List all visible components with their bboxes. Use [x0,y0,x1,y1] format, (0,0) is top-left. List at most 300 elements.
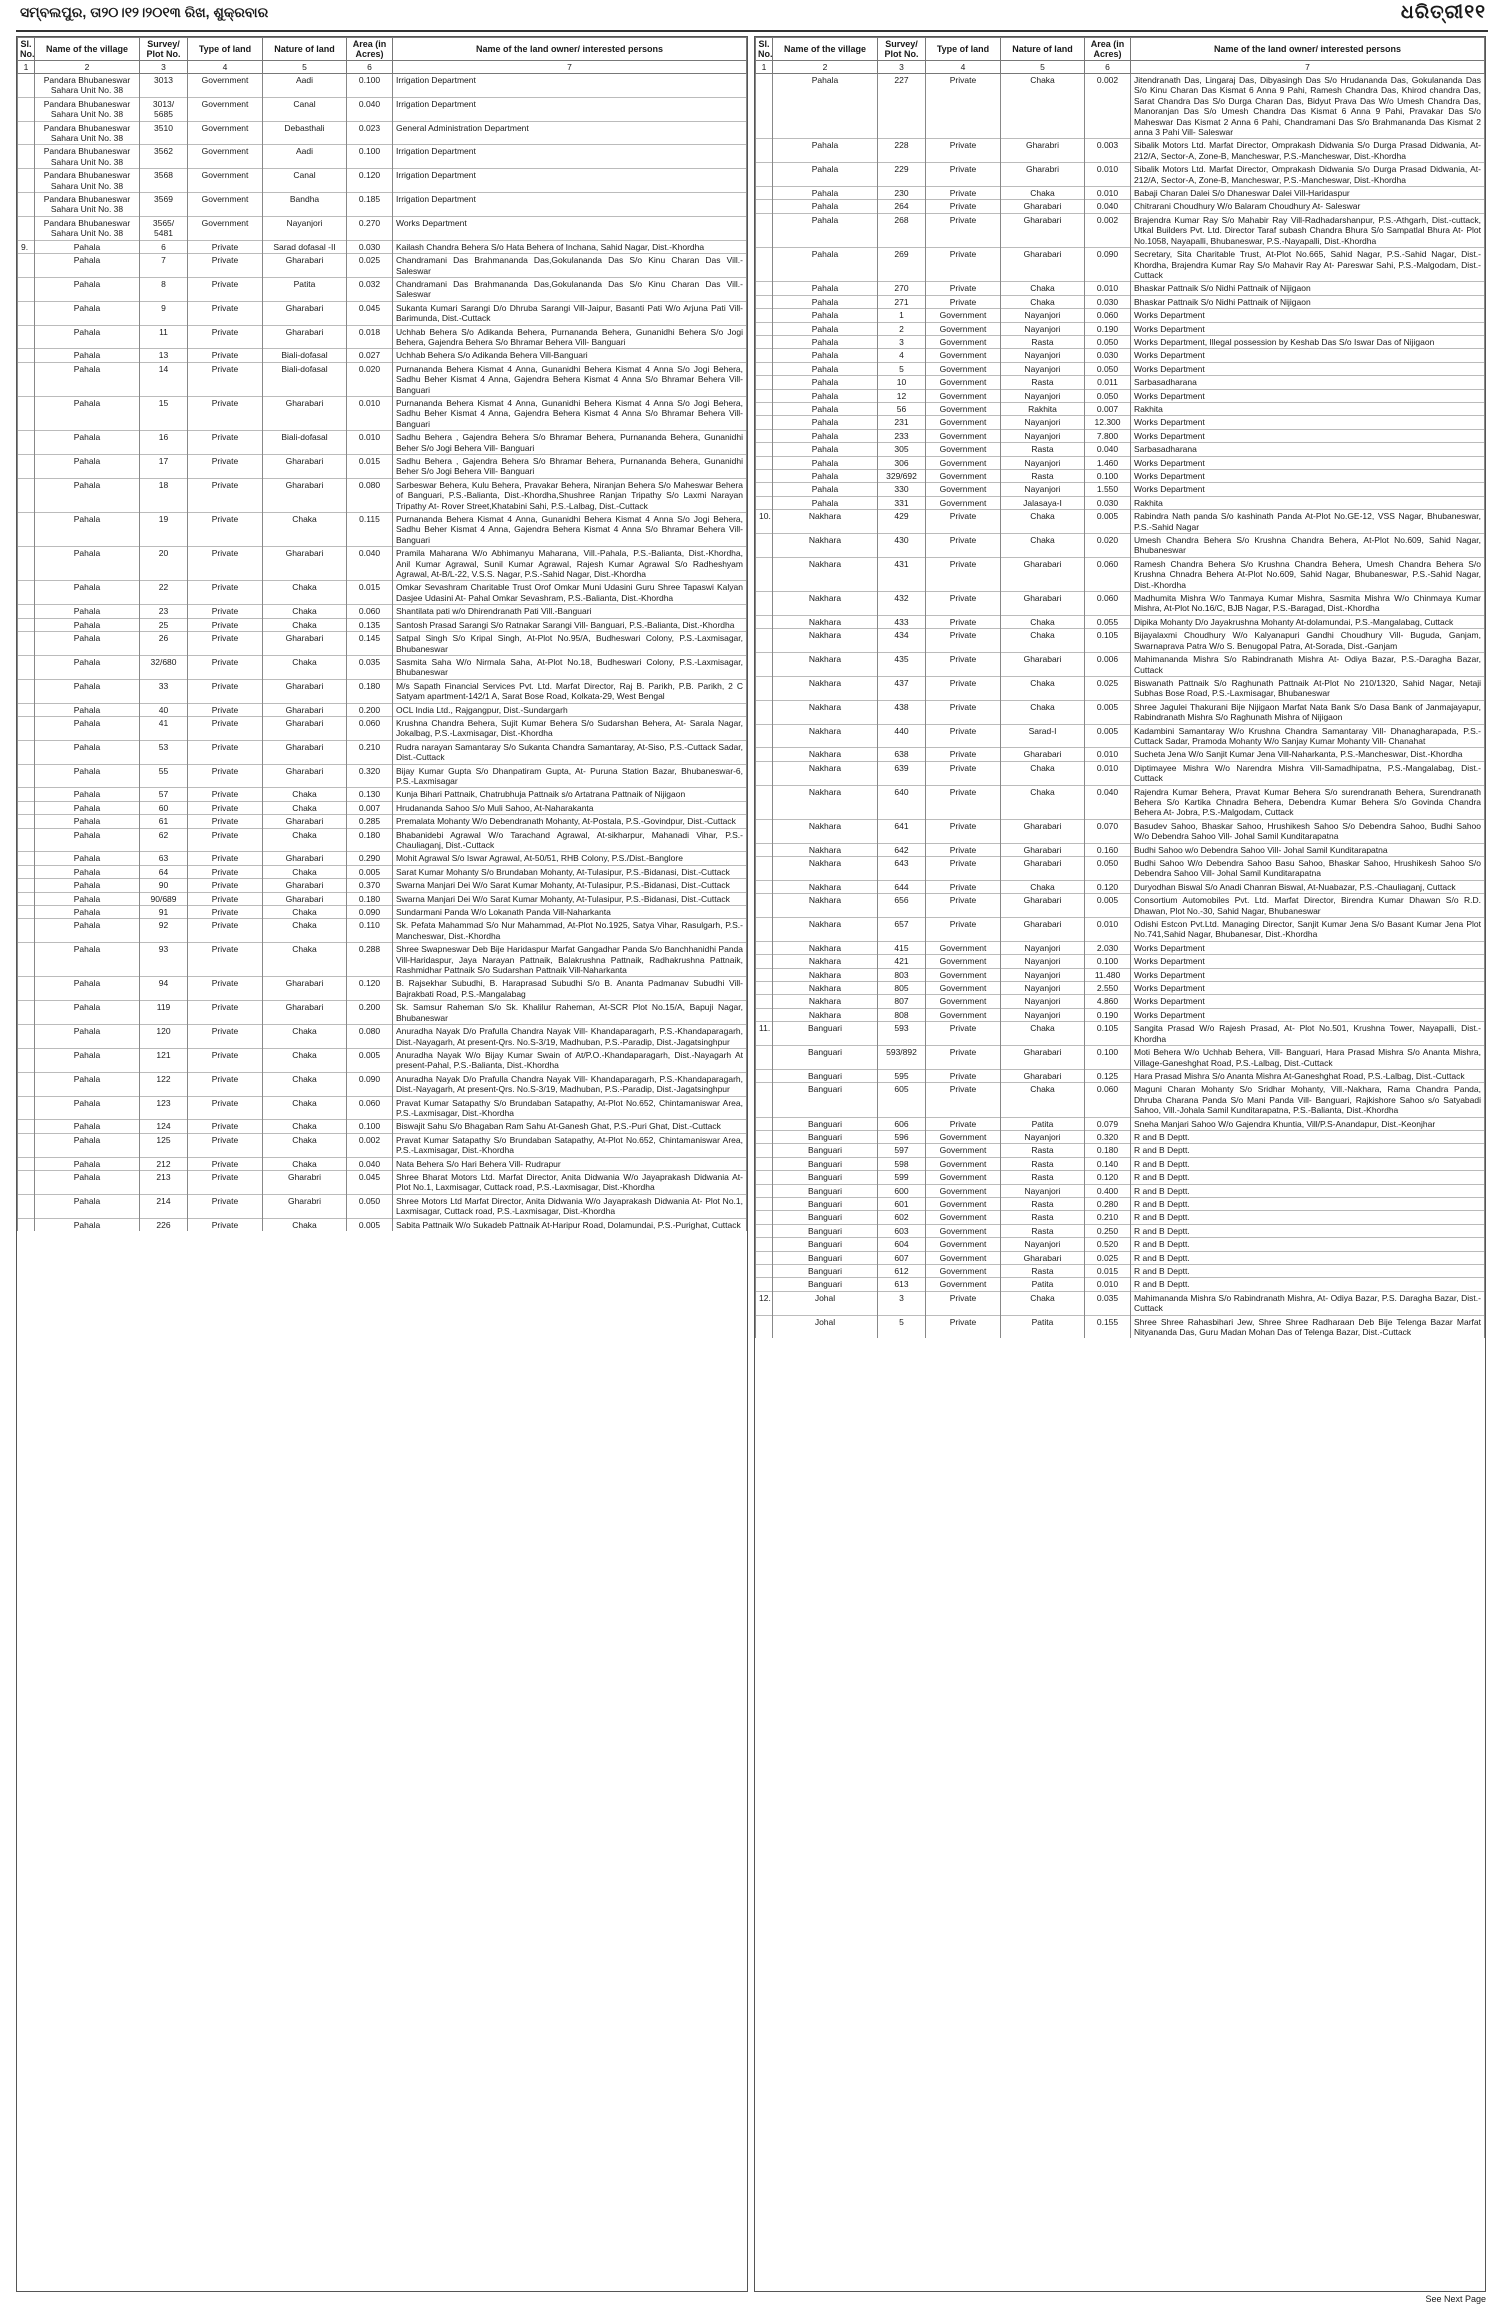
table-row [18,121,747,145]
cell-sl-no [18,703,35,716]
cell-land-nature: Patita [263,277,347,301]
cell-sl-no: 10. [756,510,773,534]
cell-village: Pahala [773,74,878,139]
cell-owner: Sk. Samsur Raheman S/o Sk. Khalilur Raheman, At-SCR Plot No.15/A, Bapuji Nagar, Bhubaneswar [393,1001,747,1025]
cell-land-type: Private [188,240,263,253]
cell-sl-no [18,879,35,892]
cell-sl-no [756,470,773,483]
cell-land-nature: Gharabari [263,478,347,512]
cell-plot-no: 438 [878,700,926,724]
table-row [756,819,1485,843]
cell-area: 0.180 [347,892,393,905]
cell-area: 0.200 [347,703,393,716]
cell-plot-no: 3569 [140,193,188,217]
cell-village: Pandara Bhubaneswar Sahara Unit No. 38 [35,193,140,217]
cell-owner: Biswanath Pattnaik S/o Raghunath Pattnaik At-Plot No 210/1320, Sahid Nagar, Netaji Subhas Bose Road, P.S.-Laxmisagar, Bhubaneswar [1131,676,1485,700]
table-row [756,918,1485,942]
cell-land-nature: Chaka [1001,295,1085,308]
cell-land-nature: Chaka [1001,1083,1085,1117]
cell-owner: R and B Deptt. [1131,1251,1485,1264]
cell-land-nature: Rasta [1001,1144,1085,1157]
col-number: 4 [188,61,263,74]
col-number: 2 [773,61,878,74]
cell-land-nature: Rasta [1001,1224,1085,1237]
cell-sl-no [756,941,773,954]
cell-area: 1.550 [1085,483,1131,496]
cell-sl-no [756,785,773,819]
cell-owner: R and B Deptt. [1131,1278,1485,1291]
cell-village: Pahala [35,892,140,905]
cell-land-type: Private [926,700,1001,724]
cell-village: Pahala [773,335,878,348]
table-row [756,615,1485,628]
cell-village: Banguari [773,1224,878,1237]
cell-plot-no: 125 [140,1133,188,1157]
cell-village: Pahala [35,1157,140,1170]
cell-village: Pahala [35,740,140,764]
cell-area: 0.020 [1085,534,1131,558]
cell-village: Nakhara [773,748,878,761]
cell-area: 0.288 [347,943,393,977]
cell-village: Pahala [773,187,878,200]
table-row [756,761,1485,785]
cell-land-nature: Gharabri [1001,139,1085,163]
cell-land-nature: Gharabari [1001,857,1085,881]
cell-owner: Bhabanidebi Agrawal W/o Tarachand Agrawal, At-sikharpur, Mahanadi Vihar, P.S.-Chauliaganj, Dist.-Cuttack [393,828,747,852]
right-land-table-column [754,36,1486,2292]
cell-area: 0.025 [1085,676,1131,700]
cell-land-type: Private [926,676,1001,700]
cell-plot-no: 434 [878,629,926,653]
table-row [18,1157,747,1170]
cell-land-nature: Chaka [1001,534,1085,558]
cell-land-type: Private [188,301,263,325]
cell-plot-no: 119 [140,1001,188,1025]
cell-village: Pahala [773,349,878,362]
cell-sl-no [18,977,35,1001]
cell-land-nature: Sarad dofasal -II [263,240,347,253]
cell-village: Pahala [773,416,878,429]
cell-land-type: Private [188,362,263,396]
table-row [756,724,1485,748]
table-row [756,557,1485,591]
cell-village: Nakhara [773,894,878,918]
table-row [18,1170,747,1194]
cell-sl-no [18,605,35,618]
cell-land-type: Private [188,977,263,1001]
cell-sl-no [756,349,773,362]
cell-area: 0.040 [347,547,393,581]
cell-sl-no [18,121,35,145]
cell-plot-no: 3 [878,335,926,348]
cell-sl-no [756,295,773,308]
cell-sl-no [756,653,773,677]
table-row [756,748,1485,761]
cell-village: Pahala [35,919,140,943]
cell-land-nature: Gharabari [1001,894,1085,918]
table-row [756,700,1485,724]
cell-plot-no: 123 [140,1096,188,1120]
cell-village: Pahala [35,431,140,455]
cell-village: Banguari [773,1238,878,1251]
cell-village: Pahala [35,478,140,512]
cell-owner: Purnananda Behera Kismat 4 Anna, Gunanidhi Behera Kismat 4 Anna S/o Jogi Behera, Sadhu Beher Kismat 4 Anna, Gajendra Behera Kismat 4 Anna S/o Bhramar Behera Vill- Banguari [393,362,747,396]
cell-land-nature: Chaka [1001,700,1085,724]
cell-owner: Pravat Kumar Satapathy S/o Brundaban Satapathy, At-Plot No.652, Chintamaniswar Area, P.S.-Laxmisagar, Dist.-Khordha [393,1096,747,1120]
cell-plot-no: 3565/ 5481 [140,216,188,240]
cell-sl-no [18,679,35,703]
cell-plot-no: 90/689 [140,892,188,905]
cell-sl-no [756,1224,773,1237]
cell-village: Pahala [35,801,140,814]
cell-land-nature: Rakhita [1001,402,1085,415]
cell-plot-no: 41 [140,716,188,740]
cell-plot-no: 53 [140,740,188,764]
cell-plot-no: 121 [140,1048,188,1072]
cell-land-type: Private [188,632,263,656]
cell-sl-no [756,335,773,348]
cell-village: Banguari [773,1211,878,1224]
cell-sl-no [18,547,35,581]
cell-sl-no [18,618,35,631]
table-row [18,679,747,703]
cell-village: Nakhara [773,955,878,968]
cell-land-type: Private [926,592,1001,616]
cell-land-nature: Sarad-I [1001,724,1085,748]
cell-owner: Premalata Mohanty W/o Debendranath Mohanty, At-Postala, P.S.-Govindpur, Dist.-Cuttack [393,815,747,828]
cell-village: Nakhara [773,534,878,558]
cell-area: 0.003 [1085,139,1131,163]
cell-plot-no: 595 [878,1069,926,1082]
cell-area: 0.005 [1085,700,1131,724]
table-row [756,1130,1485,1143]
cell-land-type: Private [926,248,1001,282]
cell-land-nature: Chaka [1001,676,1085,700]
cell-land-type: Government [926,1157,1001,1170]
cell-plot-no: 63 [140,852,188,865]
cell-village: Pahala [773,402,878,415]
cell-land-type: Government [926,443,1001,456]
cell-land-type: Government [188,145,263,169]
cell-area: 4.860 [1085,995,1131,1008]
cell-village: Nakhara [773,982,878,995]
cell-village: Nakhara [773,857,878,881]
cell-village: Banguari [773,1046,878,1070]
cell-land-nature: Chaka [263,1218,347,1231]
cell-land-type: Private [188,547,263,581]
cell-owner: Works Department [1131,322,1485,335]
cell-area: 0.015 [1085,1265,1131,1278]
cell-plot-no: 26 [140,632,188,656]
cell-land-type: Government [926,1008,1001,1021]
cell-owner: R and B Deptt. [1131,1224,1485,1237]
cell-sl-no [18,97,35,121]
table-row [18,852,747,865]
cell-land-nature: Nayanjori [1001,1130,1085,1143]
table-row [18,254,747,278]
cell-land-nature: Nayanjori [1001,1008,1085,1021]
cell-land-nature: Rasta [1001,1197,1085,1210]
cell-village: Pahala [773,376,878,389]
cell-area: 0.280 [1085,1197,1131,1210]
cell-land-nature: Canal [263,97,347,121]
cell-owner: Uchhab Behera S/o Adikanda Behera Vill-Banguari [393,349,747,362]
right-table-body [756,74,1485,1339]
page-header-date: ସମ୍ବଲପୁର, ତା୨୦।୧୨।୨୦୧୩ ରିଖ, ଶୁକ୍ରବାର [20,4,269,20]
cell-land-nature: Gharabari [1001,200,1085,213]
cell-land-type: Private [926,1291,1001,1315]
cell-owner: Mohit Agrawal S/o Iswar Agrawal, At-50/51, RHB Colony, P.S./Dist.-Banglore [393,852,747,865]
cell-village: Nakhara [773,724,878,748]
cell-owner: Bhaskar Pattnaik S/o Nidhi Pattnaik of Nijigaon [1131,295,1485,308]
table-row [756,510,1485,534]
cell-land-type: Private [926,748,1001,761]
cell-sl-no [18,801,35,814]
cell-land-type: Private [188,618,263,631]
cell-owner: Works Department [1131,955,1485,968]
col-number: 6 [347,61,393,74]
cell-land-type: Government [926,955,1001,968]
cell-village: Banguari [773,1171,878,1184]
cell-land-type: Private [188,581,263,605]
cell-land-type: Government [188,169,263,193]
cell-plot-no: 3510 [140,121,188,145]
cell-owner: Works Department [1131,362,1485,375]
cell-sl-no [756,676,773,700]
cell-land-type: Government [926,416,1001,429]
cell-village: Pahala [35,815,140,828]
cell-plot-no: 601 [878,1197,926,1210]
cell-owner: Bhaskar Pattnaik S/o Nidhi Pattnaik of Nijigaon [1131,282,1485,295]
table-row [18,216,747,240]
col-number: 1 [18,61,35,74]
cell-plot-no: 7 [140,254,188,278]
col-number: 4 [926,61,1001,74]
cell-sl-no [756,1184,773,1197]
cell-land-nature: Gharabari [263,764,347,788]
cell-plot-no: 64 [140,865,188,878]
cell-plot-no: 803 [878,968,926,981]
cell-land-type: Private [188,1072,263,1096]
cell-area: 0.018 [347,325,393,349]
cell-plot-no: 593/892 [878,1046,926,1070]
cell-land-type: Private [188,455,263,479]
cell-land-nature: Nayanjori [1001,429,1085,442]
cell-land-type: Government [188,121,263,145]
cell-village: Pahala [773,470,878,483]
cell-sl-no [18,892,35,905]
cell-plot-no: 228 [878,139,926,163]
cell-village: Pahala [35,906,140,919]
cell-owner: Babaji Charan Dalei S/o Dhaneswar Dalei Vill-Haridaspur [1131,187,1485,200]
cell-land-type: Government [926,1211,1001,1224]
cell-land-nature: Rasta [1001,470,1085,483]
cell-land-type: Private [926,615,1001,628]
cell-village: Pahala [35,254,140,278]
cell-village: Pahala [35,1170,140,1194]
table-row [756,880,1485,893]
cell-sl-no [18,852,35,865]
cell-sl-no [18,145,35,169]
cell-village: Pahala [773,362,878,375]
table-row [18,1048,747,1072]
cell-sl-no [756,1197,773,1210]
cell-plot-no: 429 [878,510,926,534]
left-land-table-column [16,36,748,2292]
cell-area: 0.120 [1085,880,1131,893]
cell-land-nature: Chaka [263,1025,347,1049]
table-row [18,169,747,193]
col-number: 5 [263,61,347,74]
cell-land-type: Private [188,655,263,679]
table-row [18,879,747,892]
cell-owner: Budhi Sahoo w/o Debendra Sahoo Vill- Johal Samil Kunditarapatna [1131,843,1485,856]
cell-owner: Works Department [1131,416,1485,429]
cell-area: 0.100 [347,1120,393,1133]
cell-village: Pahala [35,788,140,801]
cell-land-nature: Chaka [1001,510,1085,534]
cell-owner: R and B Deptt. [1131,1197,1485,1210]
cell-plot-no: 56 [878,402,926,415]
cell-village: Nakhara [773,941,878,954]
table-row [18,240,747,253]
cell-area: 0.007 [347,801,393,814]
cell-sl-no [18,828,35,852]
cell-land-type: Private [926,653,1001,677]
cell-owner: Shantilata pati w/o Dhirendranath Pati Vill.-Banguari [393,605,747,618]
cell-owner: Secretary, Sita Charitable Trust, At-Plot No.665, Sahid Nagar, P.S.-Sahid Nagar, Dist.-Khordha, Brajendra Kumar Ray S/o Mahavir Ray At- Pareswar Sahi, P.S.-Malgodam, Dist.-Cuttack [1131,248,1485,282]
cell-land-nature: Nayanjori [1001,483,1085,496]
cell-sl-no [756,534,773,558]
cell-land-type: Private [926,557,1001,591]
cell-land-nature: Biali-dofasal [263,349,347,362]
cell-plot-no: 122 [140,1072,188,1096]
cell-area: 0.010 [1085,163,1131,187]
cell-land-type: Government [926,941,1001,954]
cell-sl-no [18,865,35,878]
cell-land-nature: Gharabari [1001,843,1085,856]
cell-owner: R and B Deptt. [1131,1130,1485,1143]
cell-area: 0.080 [347,1025,393,1049]
cell-plot-no: 638 [878,748,926,761]
table-row [756,163,1485,187]
table-row [18,943,747,977]
table-row [756,187,1485,200]
cell-owner: Purnananda Behera Kismat 4 Anna, Gunanidhi Behera Kismat 4 Anna S/o Jogi Behera, Sadhu Beher Kismat 4 Anna, Gajendra Behera Kismat 4 Anna S/o Bhramar Behera Vill- Banguari [393,513,747,547]
cell-land-type: Private [188,1218,263,1231]
table-row [18,547,747,581]
cell-land-nature: Nayanjori [1001,1184,1085,1197]
table-row [18,1096,747,1120]
cell-area: 7.800 [1085,429,1131,442]
cell-sl-no [18,455,35,479]
table-row [18,655,747,679]
cell-land-type: Private [926,139,1001,163]
cell-owner: Shree Jagulei Thakurani Bije Nijigaon Marfat Nata Bank S/o Dasa Bank of Janmajayapur, Rabindranath Mishra S/o Raghunath Mishra of Nijigaon [1131,700,1485,724]
cell-owner: Chandramani Das Brahmananda Das,Gokulananda Das S/o Kinu Charan Das Vill.-Saleswar [393,277,747,301]
cell-village: Nakhara [773,510,878,534]
cell-plot-no: 807 [878,995,926,1008]
cell-plot-no: 25 [140,618,188,631]
cell-plot-no: 596 [878,1130,926,1143]
cell-area: 0.060 [1085,1083,1131,1117]
cell-land-type: Government [926,968,1001,981]
cell-plot-no: 639 [878,761,926,785]
cell-village: Nakhara [773,653,878,677]
cell-plot-no: 431 [878,557,926,591]
table-row [756,592,1485,616]
cell-owner: Works Department [1131,941,1485,954]
cell-village: Nakhara [773,557,878,591]
cell-village: Pahala [35,1048,140,1072]
cell-land-nature: Gharabari [263,1001,347,1025]
col-header-type: Type of land [188,38,263,61]
cell-plot-no: 606 [878,1117,926,1130]
cell-land-nature: Bandha [263,193,347,217]
cell-sl-no [18,1157,35,1170]
cell-area: 0.032 [347,277,393,301]
cell-land-nature: Chaka [263,865,347,878]
cell-land-nature: Gharabari [263,852,347,865]
cell-village: Pahala [35,655,140,679]
cell-plot-no: 600 [878,1184,926,1197]
cell-owner: Irrigation Department [393,74,747,98]
col-number: 1 [756,61,773,74]
table-row [756,1197,1485,1210]
left-land-table [17,37,747,1231]
table-row [756,1265,1485,1278]
cell-land-nature: Nayanjori [1001,968,1085,981]
cell-owner: Irrigation Department [393,145,747,169]
cell-area: 0.100 [1085,1046,1131,1070]
cell-sl-no [756,1171,773,1184]
cell-village: Pahala [35,977,140,1001]
cell-land-nature: Chaka [1001,1291,1085,1315]
cell-land-type: Government [926,1184,1001,1197]
cell-land-nature: Chaka [263,801,347,814]
cell-land-nature: Nayanjori [1001,322,1085,335]
cell-land-nature: Chaka [263,513,347,547]
cell-land-nature: Aadi [263,145,347,169]
col-header-area: Area (in Acres) [1085,38,1131,61]
cell-land-nature: Chaka [263,618,347,631]
cell-plot-no: 229 [878,163,926,187]
cell-plot-no: 213 [140,1170,188,1194]
table-row [756,456,1485,469]
cell-owner: Rakhita [1131,496,1485,509]
cell-area: 0.060 [1085,557,1131,591]
cell-owner: Sadhu Behera , Gajendra Behera S/o Bhramar Behera, Purnananda Behera, Gunanidhi Beher S/o Jogi Behera Vill- Banguari [393,431,747,455]
cell-area: 0.090 [347,1072,393,1096]
cell-plot-no: 6 [140,240,188,253]
cell-area: 0.120 [1085,1171,1131,1184]
cell-owner: Sucheta Jena W/o Sanjit Kumar Jena Vill-Naharkanta, P.S.-Mancheswar, Dist.-Khordha [1131,748,1485,761]
cell-plot-no: 4 [878,349,926,362]
cell-village: Pahala [35,679,140,703]
cell-sl-no [756,1046,773,1070]
cell-plot-no: 212 [140,1157,188,1170]
table-row [18,1120,747,1133]
table-row [18,513,747,547]
cell-plot-no: 16 [140,431,188,455]
cell-sl-no [756,1130,773,1143]
cell-owner: Brajendra Kumar Ray S/o Mahabir Ray Vill-Radhadarshanpur, P.S.-Athgarh, Dist.-cuttack, Utkal Builders Pvt. Ltd. Director Taraf subash Chandra Bhura S/o Sampatlal Bhura At- Plot No.1058, Nayapalli, Bhubaneswar, P.S.-Nayapalli, Dist.-Khordha [1131,213,1485,247]
cell-owner: Bijay Kumar Gupta S/o Dhanpatiram Gupta, At- Puruna Station Bazar, Bhubaneswar-6, P.S.-Laxmisagar [393,764,747,788]
cell-owner: Chandramani Das Brahmananda Das,Gokulananda Das S/o Kinu Charan Das Vill.-Saleswar [393,254,747,278]
cell-area: 0.155 [1085,1315,1131,1338]
cell-village: Pahala [773,248,878,282]
cell-village: Nakhara [773,968,878,981]
